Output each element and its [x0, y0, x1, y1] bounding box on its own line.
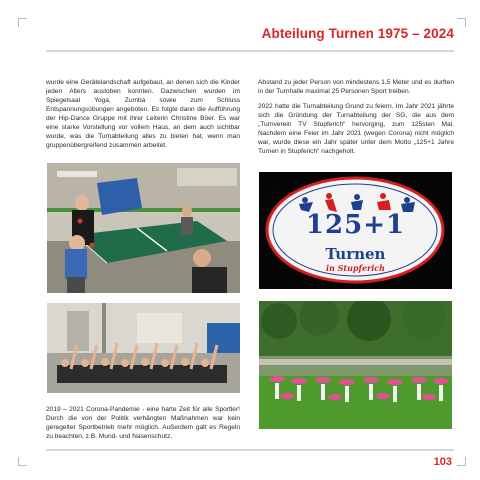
page-title: Abteilung Turnen 1975 – 2024 [261, 26, 454, 41]
right-text-top [258, 78, 454, 162]
crop-mark [457, 457, 466, 466]
photo-anniversary-logo [259, 172, 452, 289]
logo-number: 125+1 [305, 210, 406, 240]
photo-gym-children [47, 303, 240, 393]
footer-divider [46, 449, 454, 451]
crop-mark [457, 18, 466, 27]
photo-outdoor-performance [259, 301, 452, 429]
left-text-bottom [46, 405, 240, 447]
logo-place: in Stupferich [326, 263, 385, 273]
paragraph: 2022 hatte die Turnabteilung Grund zu feiern. Im Jahr 2021 jährte sich die Gründung der Turnabteilung der SG, die aus dem „Turnverein TV Stupferich“ hervorging, zum 125sten Mal. Nachdem eine Feier im Jahr 2021 (wegen Corona) nicht möglich war, wurde diese ein Jahr später unter dem Motto „125+1 Jahre Turnen in Stupferich“ nachgeholt. [258, 103, 454, 155]
logo-word: Turnen [325, 245, 386, 263]
page-number: 103 [433, 456, 452, 468]
paragraph: 2019 – 2021 Corona-Pandemie - eine harte Zeit für alle Sportler! Durch die von der Politik verhängten Maßnahmen war kein geregelter Sportbetrieb mehr möglich. Außerdem galt es Regeln zu beachten, z.B. Mund- und Nasenschutz, [46, 406, 240, 440]
title-divider [46, 50, 454, 52]
paragraph: Abstand zu jeder Person von mindestens 1,5 Meter und es durften in der Turnhalle maximal 25 Personen Sport treiben. [258, 79, 454, 95]
paragraph: wurde eine Gerätelandschaft aufgebaut, an denen sich die Kinder jeden Alters austoben konnten. Dazwischen wurden im Spiegelsaal Yoga, Zumba sowie zum Schluss Entspannungsübungen angeboten. Es folgte dann die Aufführung der Hip-Dance Gruppe mit ihrer Leiterin Christine Böer. Es war eine starke Vorstellung vor vollem Haus, an dem auch sichtbar wurde, was die Turnabteilung alles zu bieten hat, wenn man gruppenübergreifend zusammen arbeitet. [46, 79, 240, 149]
crop-mark [18, 457, 27, 466]
photo-table-tennis [47, 163, 240, 293]
left-text-top [46, 78, 240, 156]
crop-mark [18, 18, 27, 27]
